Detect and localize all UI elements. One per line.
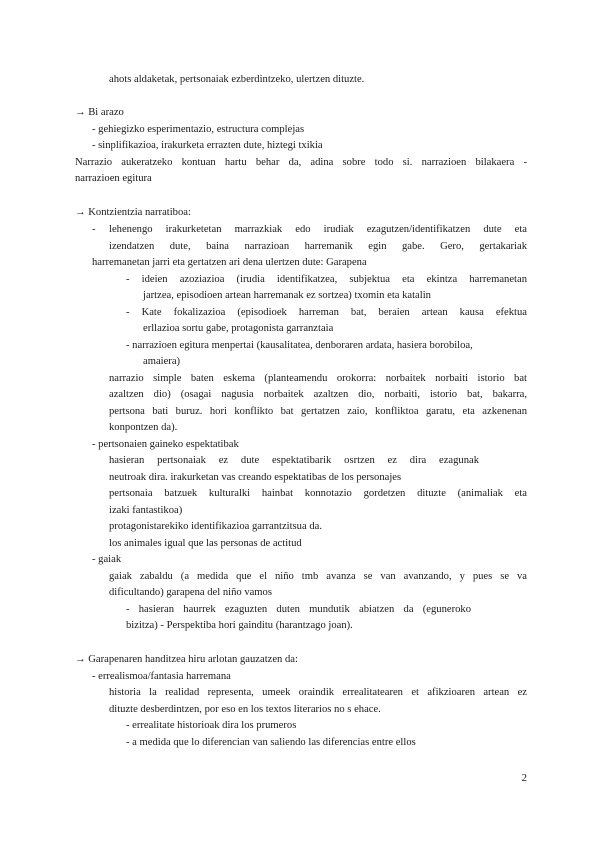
line-32: - hasieran haurrek ezaguzten duten mundutik abiatzen da (eguneroko bbox=[126, 604, 471, 615]
line-17: amaiera) bbox=[143, 356, 181, 367]
bullet-dash: - bbox=[92, 224, 96, 235]
line-31: dificultando) garapena del niño vamos bbox=[109, 587, 272, 598]
line-14: - Kate fokalizazioa (episodioek harreman bat, beraien artean kausa efektua bbox=[126, 307, 527, 318]
line-15: erllazioa sortu gabe, protagonista garranztaia bbox=[143, 323, 334, 334]
line-12: - ideien azoziazioa (irudia identifikatzea, subjektua eta ekintza harremanetan bbox=[126, 274, 527, 285]
line-4: - sinplifikazioa, irakurketa errazten dute, hiztegi txikia bbox=[92, 140, 323, 151]
line-10: izendatzen dute, baina narrazioan harremanik egin gabe. Gero, gertakariak bbox=[109, 241, 527, 252]
line-20: pertsona bati buruz. hori konflikto bat gertatzen zaio, konfliktoa garatu, eta azkenenan bbox=[109, 406, 527, 417]
line-9: lehenengo irakurketetan marrazkiak edo irudiak ezagutzen/identifikatzen dute eta bbox=[109, 224, 527, 235]
line-29: - gaiak bbox=[92, 554, 122, 565]
line-34: → Garapenaren handitzea hiru arlotan gauzatzen da: bbox=[75, 654, 298, 665]
line-5: Narrazio aukeratzeko kontuan hartu behar da, adina sobre todo si. narrazioen bilakaera - bbox=[75, 157, 527, 168]
line-22: - pertsonaien gaineko espektatibak bbox=[92, 439, 239, 450]
line-27: protagonistarekiko identifikazioa garrantzitsua da. bbox=[109, 521, 322, 532]
line-36: historia la realidad representa, umeek oraindik errealitatearen et afikzioaren artean ez bbox=[109, 687, 527, 698]
line-30: gaiak zabaldu (a medida que el niño tmb avanza se van avanzando, y pues se va bbox=[109, 571, 527, 582]
line-28: los animales igual que las personas de actitud bbox=[109, 538, 302, 549]
page-number: 2 bbox=[521, 772, 527, 784]
line-23: hasieran pertsonaiak ez dute espektatibarik osrtzen ez dira ezagunak bbox=[109, 455, 479, 466]
line-1: ahots aldaketak, pertsonaiak ezberdintzeko, ulertzen dituzte. bbox=[109, 74, 365, 85]
line-7: → Kontzientzia narratiboa: bbox=[75, 207, 191, 218]
line-25: pertsonaia batzuek kulturalki hainbat konnotazio gordetzen dituzte (animaliak eta bbox=[109, 488, 527, 499]
line-13: jartzea, episodioen artean harremanak ez sortzea) txomin eta katalin bbox=[143, 290, 431, 301]
line-18: narrazio simple baten eskema (planteamendu orokorra: norbaitek norbaiti istorio bat bbox=[109, 373, 527, 384]
line-33: bizitza) - Perspektiba hori gainditu (harantzago joan). bbox=[126, 620, 353, 631]
line-39: - a medida que lo diferencian van saliendo las diferencias entre ellos bbox=[126, 737, 416, 748]
line-11: harremanetan jarri eta gertatzen ari dena ulertzen dute: Garapena bbox=[92, 257, 367, 268]
line-38: - errealitate historioak dira los prumeros bbox=[126, 720, 297, 731]
line-26: izaki fantastikoa) bbox=[109, 505, 183, 516]
line-2: → Bi arazo bbox=[75, 107, 124, 118]
line-6: narrazioen egitura bbox=[75, 173, 152, 184]
line-16: - narrazioen egitura menpertai (kausalitatea, denboraren ardata, hasiera borobiloa, bbox=[126, 340, 473, 351]
line-3: - gehiegizko esperimentazio, estructura complejas bbox=[92, 124, 305, 135]
line-37: dituzte desberdintzen, por eso en los textos literarios no s ehace. bbox=[109, 704, 381, 715]
line-21: konpontzen da). bbox=[109, 422, 178, 433]
line-19: azaltzen dio) (osagai nagusia norbaitek azaltzen dio, norbaiti, istorio bat, bakarra, bbox=[109, 389, 527, 400]
line-24: neutroak dira. irakurketan vas creando espektatibas de los personajes bbox=[109, 472, 402, 483]
line-35: - errealismoa/fantasia harremana bbox=[92, 671, 231, 682]
